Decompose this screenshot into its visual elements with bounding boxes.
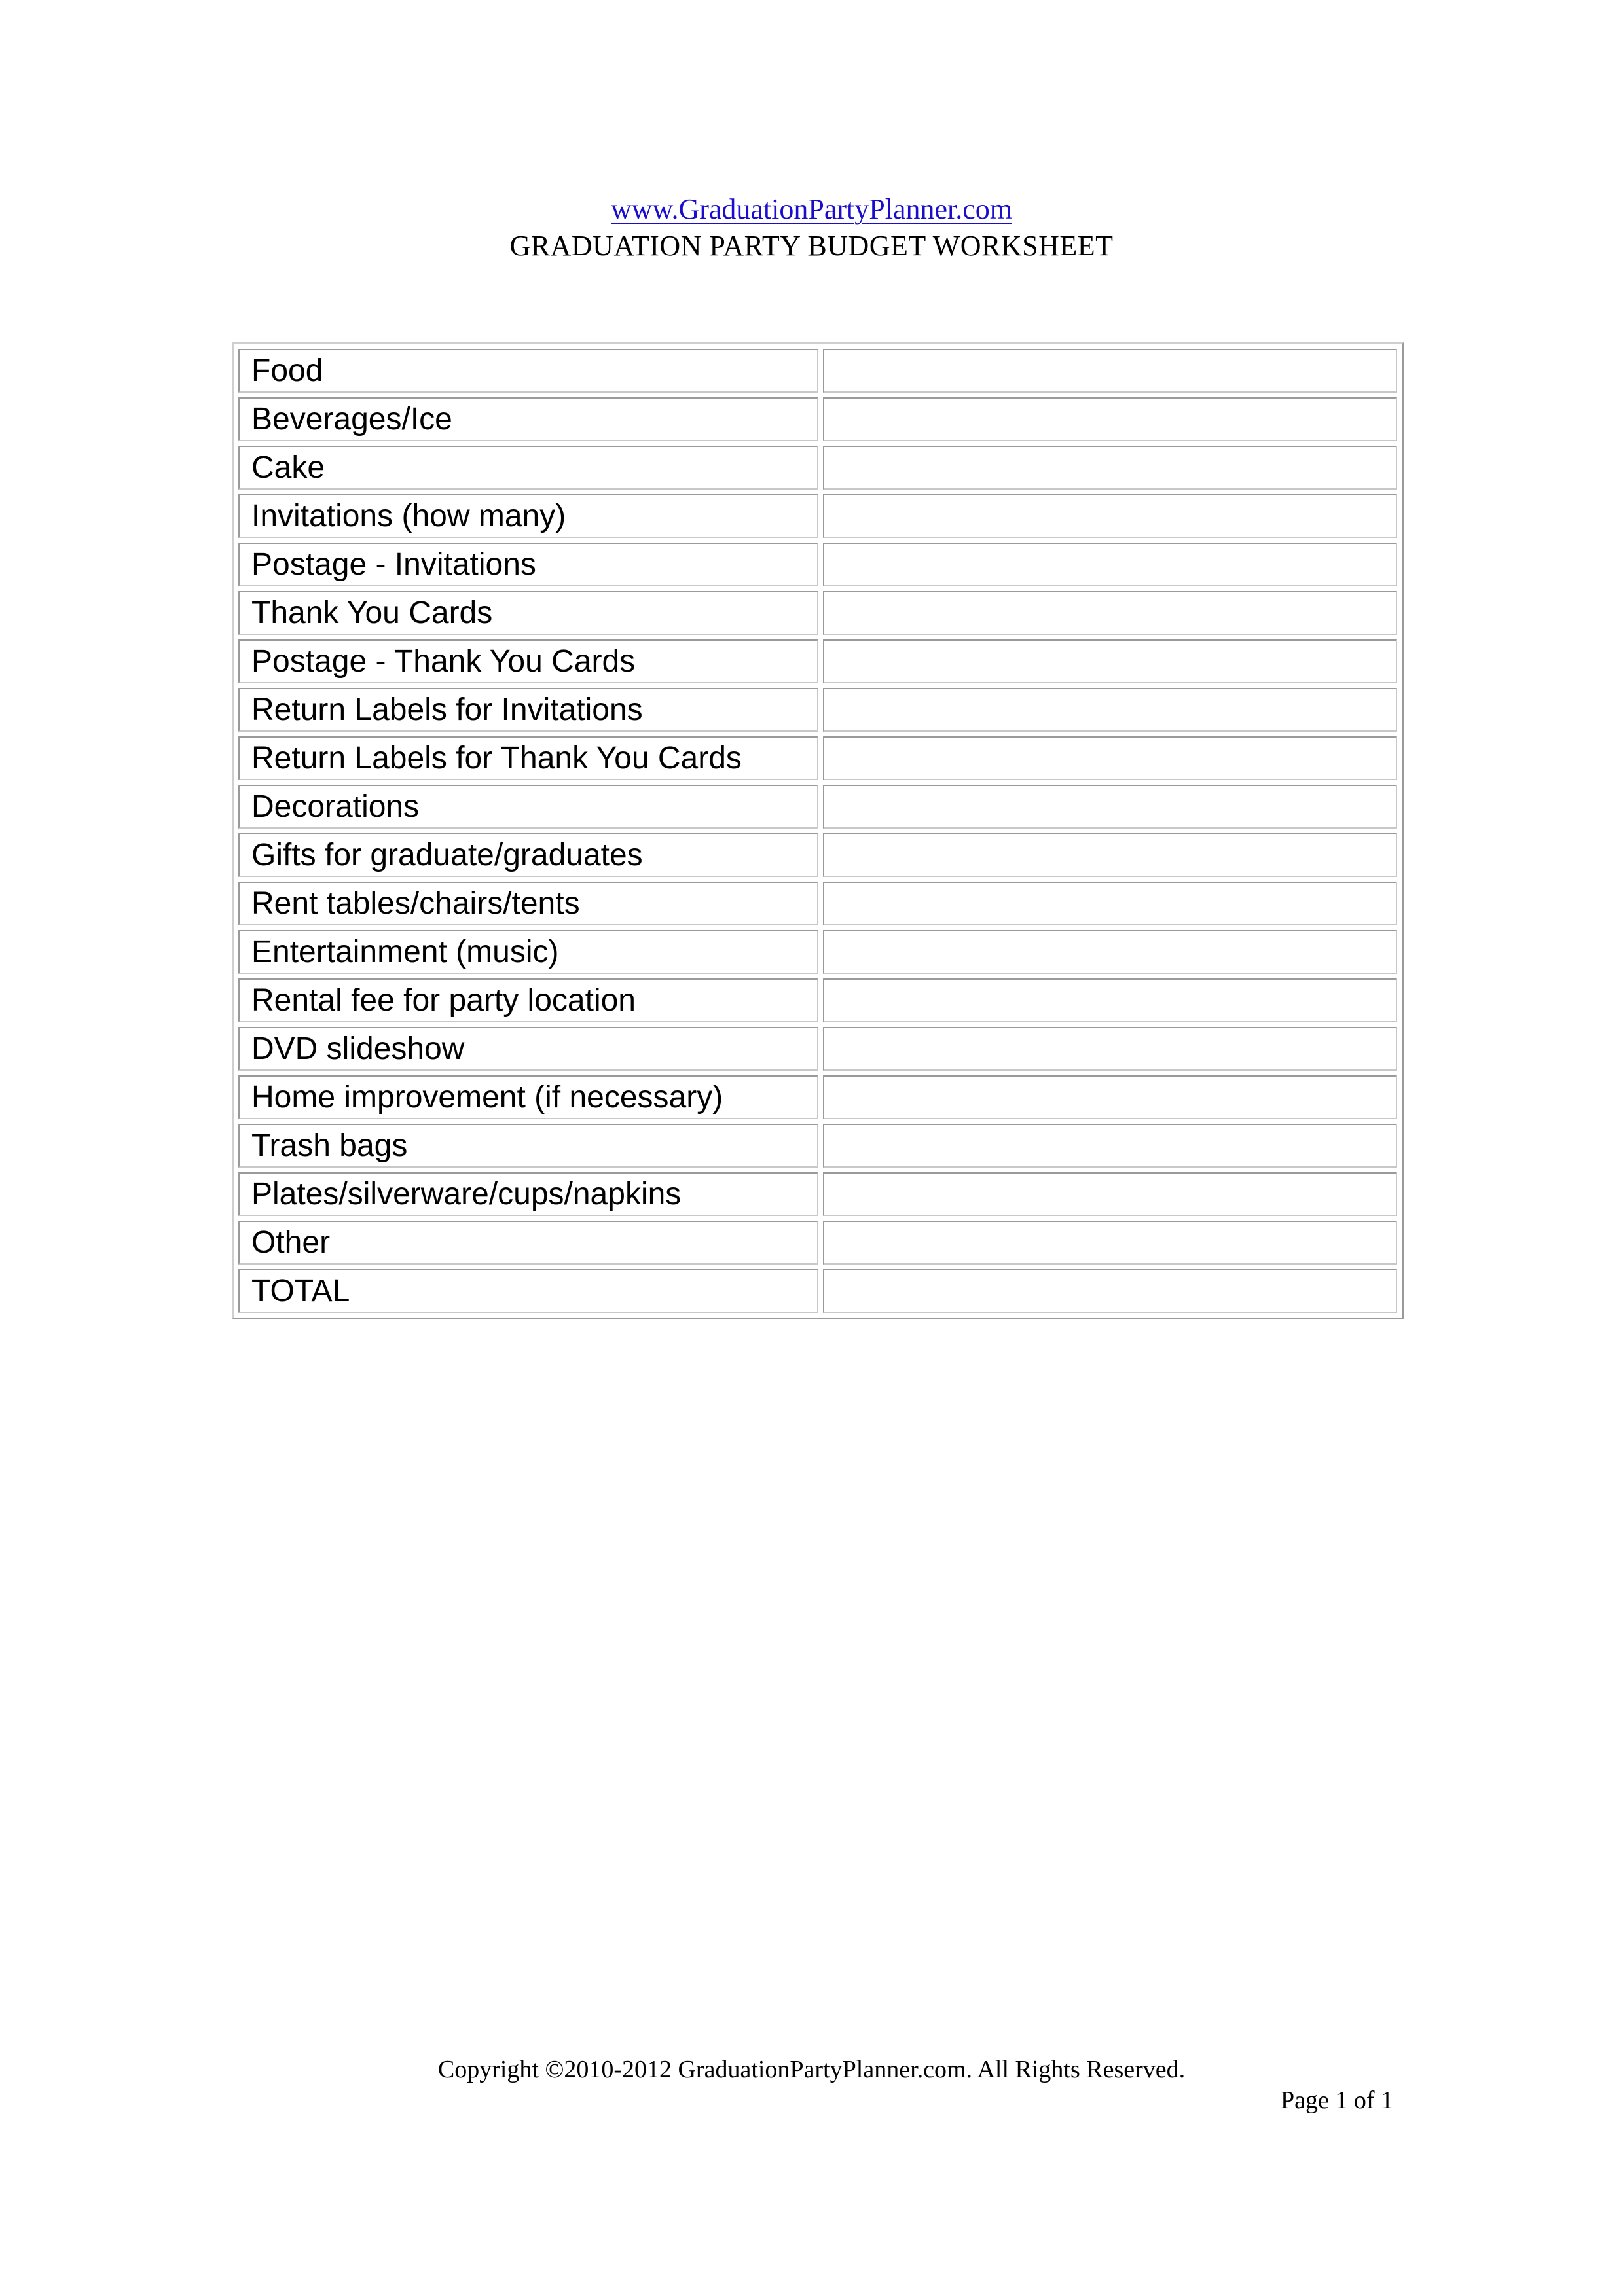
table-row (238, 833, 1397, 877)
budget-item-amount-cell[interactable] (823, 1124, 1397, 1168)
budget-item-label: Food (238, 349, 818, 393)
budget-item-label: Postage - Thank You Cards (238, 639, 818, 683)
budget-item-amount-cell[interactable] (823, 1027, 1397, 1071)
table-row (238, 591, 1397, 635)
table-row (238, 639, 1397, 683)
table-row (238, 1075, 1397, 1119)
budget-item-amount-cell[interactable] (823, 736, 1397, 780)
budget-table (232, 342, 1404, 1319)
table-row (238, 349, 1397, 393)
budget-item-label: Other (238, 1221, 818, 1265)
budget-item-label: Plates/silverware/cups/napkins (238, 1172, 818, 1216)
budget-item-label: TOTAL (238, 1269, 818, 1313)
budget-item-amount-cell[interactable] (823, 833, 1397, 877)
budget-item-amount-cell[interactable] (823, 930, 1397, 974)
budget-item-label: DVD slideshow (238, 1027, 818, 1071)
budget-item-label: Decorations (238, 785, 818, 829)
budget-item-label: Return Labels for Thank You Cards (238, 736, 818, 780)
budget-item-amount-cell[interactable] (823, 446, 1397, 490)
budget-item-label: Postage - Invitations (238, 543, 818, 586)
budget-table-body (238, 349, 1397, 1313)
table-row (238, 736, 1397, 780)
budget-item-label: Beverages/Ice (238, 397, 818, 441)
budget-item-label: Rental fee for party location (238, 978, 818, 1022)
copyright-notice: Copyright ©2010-2012 GraduationPartyPlanner.com. All Rights Reserved. (437, 2056, 1186, 2083)
document-header (0, 191, 1623, 264)
table-row (238, 1269, 1397, 1313)
budget-item-amount-cell[interactable] (823, 543, 1397, 586)
table-row (238, 397, 1397, 441)
table-row (238, 882, 1397, 925)
budget-item-amount-cell[interactable] (823, 591, 1397, 635)
budget-item-label: Thank You Cards (238, 591, 818, 635)
budget-item-amount-cell[interactable] (823, 1221, 1397, 1265)
table-row (238, 494, 1397, 538)
table-row (238, 785, 1397, 829)
budget-item-amount-cell[interactable] (823, 978, 1397, 1022)
budget-item-label: Entertainment (music) (238, 930, 818, 974)
table-row (238, 1124, 1397, 1168)
budget-item-amount-cell[interactable] (823, 785, 1397, 829)
budget-item-amount-cell[interactable] (823, 1269, 1397, 1313)
budget-item-label: Cake (238, 446, 818, 490)
budget-item-amount-cell[interactable] (823, 494, 1397, 538)
table-row (238, 1221, 1397, 1265)
site-link[interactable]: www.GraduationPartyPlanner.com (610, 193, 1012, 225)
budget-item-amount-cell[interactable] (823, 1075, 1397, 1119)
budget-item-label: Return Labels for Invitations (238, 688, 818, 732)
table-row (238, 978, 1397, 1022)
budget-item-amount-cell[interactable] (823, 639, 1397, 683)
budget-item-label: Rent tables/chairs/tents (238, 882, 818, 925)
budget-item-amount-cell[interactable] (823, 1172, 1397, 1216)
page-title: GRADUATION PARTY BUDGET WORKSHEET (509, 230, 1114, 262)
table-row (238, 1027, 1397, 1071)
table-row (238, 543, 1397, 586)
budget-item-amount-cell[interactable] (823, 397, 1397, 441)
budget-item-label: Gifts for graduate/graduates (238, 833, 818, 877)
budget-item-amount-cell[interactable] (823, 349, 1397, 393)
budget-item-label: Home improvement (if necessary) (238, 1075, 818, 1119)
table-row (238, 688, 1397, 732)
page-number: Page 1 of 1 (1280, 2087, 1393, 2114)
table-row (238, 446, 1397, 490)
budget-item-amount-cell[interactable] (823, 688, 1397, 732)
budget-item-label: Trash bags (238, 1124, 818, 1168)
table-row (238, 1172, 1397, 1216)
budget-item-amount-cell[interactable] (823, 882, 1397, 925)
table-row (238, 930, 1397, 974)
budget-item-label: Invitations (how many) (238, 494, 818, 538)
